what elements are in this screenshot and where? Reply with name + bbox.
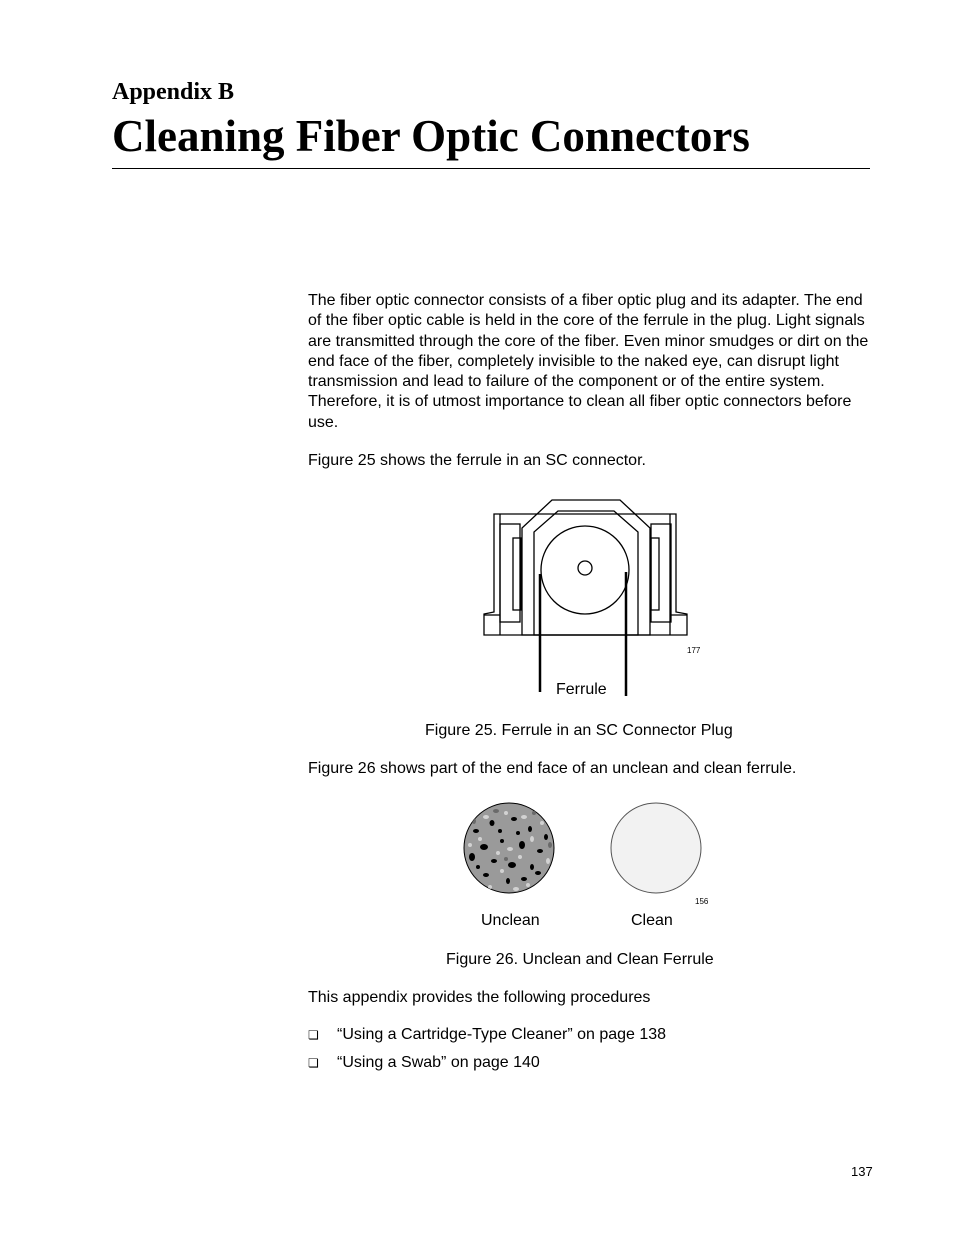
page-number: 137 xyxy=(851,1164,873,1179)
checkbox-square-icon: ❏ xyxy=(308,1028,319,1042)
title-rule xyxy=(112,168,870,169)
procedure-item xyxy=(308,1025,666,1045)
sc-connector-diagram xyxy=(480,498,692,698)
procedures-intro: This appendix provides the following procedures xyxy=(308,989,651,1006)
checkbox-square-icon: ❏ xyxy=(308,1056,319,1070)
figure26-art-id: 156 xyxy=(695,897,709,906)
figure25-art-id: 177 xyxy=(687,646,701,655)
figure26-intro: Figure 26 shows part of the end face of an unclean and clean ferrule. xyxy=(308,760,797,777)
ferrule-label: Ferrule xyxy=(556,681,607,698)
intro-paragraph: The fiber optic connector consists of a fiber optic plug and its adapter. The end of the fiber optic cable is held in the core of the ferrule in the plug. Light signals are transmitted through the core of the fiber. Even minor smudges or dirt on the end face of the fiber, completely invisible to the naked eye, can disrupt light transmission and lead to failure of the component or of the entire system. Therefore, it is of utmost importance to clean all fiber optic connectors before use. xyxy=(308,292,869,431)
unclean-ferrule-image xyxy=(462,801,556,895)
page-title: Cleaning Fiber Optic Connectors xyxy=(112,111,750,161)
appendix-label: Appendix B xyxy=(112,79,235,105)
unclean-label: Unclean xyxy=(481,912,540,929)
clean-ferrule-image xyxy=(609,801,703,895)
procedure-link-swab[interactable]: “Using a Swab” on page 140 xyxy=(337,1054,540,1071)
clean-label: Clean xyxy=(631,912,673,929)
figure25-caption: Figure 25. Ferrule in an SC Connector Plug xyxy=(425,722,733,739)
figure26-caption: Figure 26. Unclean and Clean Ferrule xyxy=(446,951,714,968)
procedure-item xyxy=(308,1053,540,1073)
figure25-intro: Figure 25 shows the ferrule in an SC connector. xyxy=(308,452,646,469)
procedure-link-cartridge[interactable]: “Using a Cartridge-Type Cleaner” on page 138 xyxy=(337,1026,667,1043)
